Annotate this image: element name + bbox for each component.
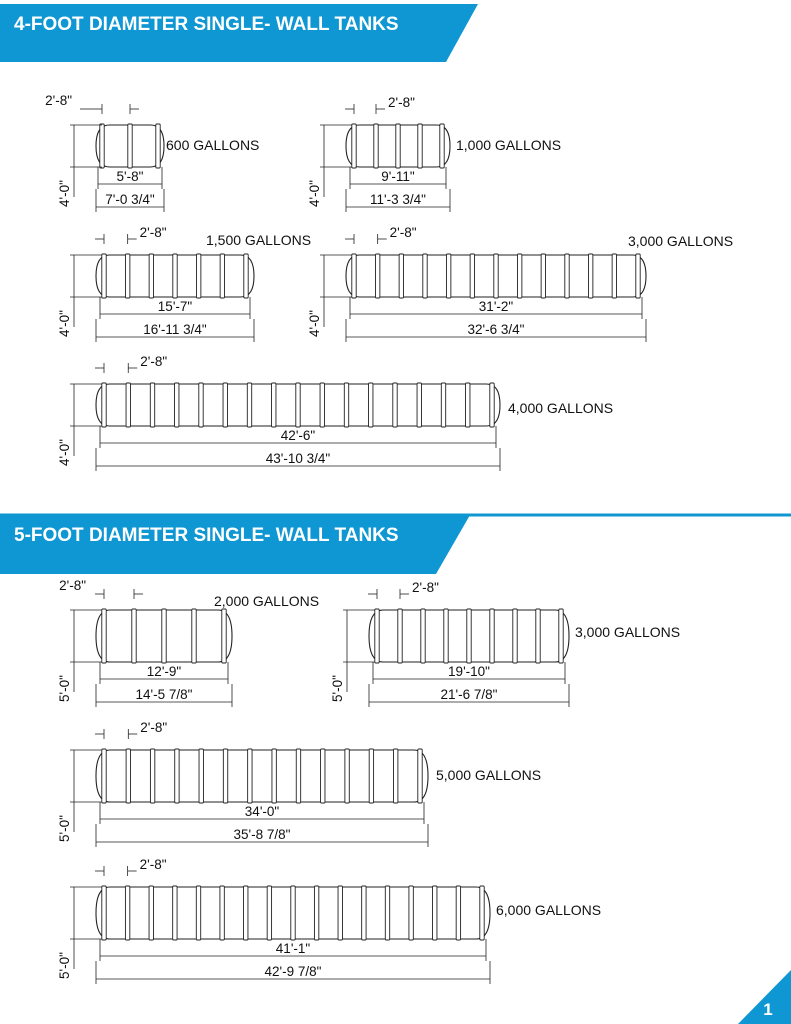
diameter-label: 4'-0" (307, 310, 322, 337)
tank-rib (369, 749, 373, 803)
rib-spacing-label: 2'-8" (412, 580, 439, 595)
tank-rib (480, 886, 484, 940)
tank-rib (517, 254, 521, 298)
capacity-label: 3,000 GALLONS (575, 624, 681, 640)
tank-rib (393, 383, 397, 427)
tank-rib (399, 254, 403, 298)
tank-rib (291, 886, 295, 940)
tank-1-000-gallons (307, 95, 561, 212)
tank-rib (541, 254, 545, 298)
overall-length-label: 14'-5 7/8" (135, 687, 193, 702)
tank-rib (102, 749, 106, 803)
tank-body (96, 750, 428, 802)
rib-span-label: 34'-0" (244, 804, 280, 819)
capacity-label: 2,000 GALLONS (214, 593, 320, 609)
tank-rib (102, 254, 106, 298)
tank-rib (494, 254, 498, 298)
tank-rib (612, 254, 616, 298)
overall-length-label: 16'-11 3/4" (143, 322, 207, 337)
section-banner-5ft (0, 515, 791, 574)
tank-rib (375, 254, 379, 298)
tank-rib (128, 124, 132, 168)
tank-rib (125, 886, 129, 940)
tank-rib (126, 749, 130, 803)
tank-rib (536, 609, 540, 663)
rib-span-label: 9'-11" (381, 169, 415, 184)
tank-rib (362, 886, 366, 940)
tank-rib (222, 609, 226, 663)
tank-rib (100, 124, 104, 168)
tank-rib (396, 124, 400, 168)
tank-rib (267, 886, 271, 940)
tank-rib (375, 609, 379, 663)
tank-rib (247, 383, 251, 427)
tank-rib (490, 383, 494, 427)
section-title: 5-FOOT DIAMETER SINGLE- WALL TANKS (14, 525, 399, 546)
tank-rib (321, 749, 325, 803)
tank-rib (467, 609, 471, 663)
tank-rib (320, 383, 324, 427)
section-title: 4-FOOT DIAMETER SINGLE- WALL TANKS (14, 14, 399, 35)
tank-rib (393, 749, 397, 803)
tank-rib (418, 124, 422, 168)
tank-rib (409, 886, 413, 940)
tank-rib (125, 254, 129, 298)
tank-rib (433, 886, 437, 940)
tank-rib (636, 254, 640, 298)
tank-rib (196, 254, 200, 298)
capacity-label: 3,000 GALLONS (628, 233, 734, 249)
tank-rib (440, 124, 444, 168)
tank-rib (126, 383, 130, 427)
capacity-label: 1,500 GALLONS (206, 232, 312, 248)
page-number: 1 (763, 1000, 773, 1019)
rib-span-label: 5'-8" (116, 169, 144, 184)
overall-length-label: 21'-6 7/8" (440, 687, 498, 702)
rib-spacing-label: 2'-8" (139, 857, 167, 872)
rib-spacing-label: 2'-8" (389, 225, 417, 240)
tank-rib (421, 609, 425, 663)
tank-rib (466, 383, 470, 427)
tank-rib (369, 383, 373, 427)
tank-rib (150, 383, 154, 427)
tank-rib (374, 124, 378, 168)
diameter-label: 5'-0" (57, 815, 72, 842)
tank-rib (220, 254, 224, 298)
tank-rib (196, 886, 200, 940)
overall-length-label: 7'-0 3/4" (105, 192, 155, 207)
tank-1-500-gallons (57, 225, 311, 342)
tank-rib (248, 749, 252, 803)
tank-rib (446, 254, 450, 298)
tank-rib (423, 254, 427, 298)
capacity-label: 1,000 GALLONS (456, 137, 562, 153)
tank-rib (345, 749, 349, 803)
tank-rib (175, 749, 179, 803)
tank-rib (444, 609, 448, 663)
rib-span-label: 15'-7" (157, 299, 193, 314)
tank-rib (149, 886, 153, 940)
tank-rib (338, 886, 342, 940)
tank-rib (102, 383, 106, 427)
tank-4-000-gallons (57, 354, 613, 471)
rib-span-label: 42'-6" (280, 428, 316, 443)
tank-rib (223, 383, 227, 427)
tank-2-000-gallons (57, 578, 319, 707)
tank-rib (173, 254, 177, 298)
tank-rib (398, 609, 402, 663)
tank-rib (565, 254, 569, 298)
tank-rib (385, 886, 389, 940)
rib-span-label: 41'-1" (275, 941, 311, 956)
rib-span-label: 19'-10" (448, 664, 490, 679)
diameter-label: 4'-0" (57, 180, 72, 207)
diameter-label: 5'-0" (57, 952, 72, 979)
tank-6-000-gallons (57, 857, 601, 984)
rib-span-label: 31'-2" (478, 299, 514, 314)
overall-length-label: 32'-6 3/4" (467, 322, 525, 337)
tank-rib (244, 886, 248, 940)
overall-length-label: 43'-10 3/4" (265, 451, 331, 466)
tank-rib (150, 749, 154, 803)
rib-span-label: 12'-9" (146, 664, 182, 679)
rib-spacing-label: 2'-8" (139, 225, 167, 240)
tank-rib (296, 383, 300, 427)
section-banner-4ft (0, 4, 478, 62)
tank-5-000-gallons (57, 720, 541, 847)
overall-length-label: 35'-8 7/8" (233, 827, 291, 842)
capacity-label: 6,000 GALLONS (496, 902, 602, 918)
diameter-label: 5'-0" (330, 675, 345, 702)
tank-rib (417, 383, 421, 427)
tank-rib (314, 886, 318, 940)
tank-rib (272, 749, 276, 803)
tank-rib (244, 254, 248, 298)
tank-rib (162, 609, 166, 663)
tank-rib (192, 609, 196, 663)
rib-spacing-label: 2'-8" (140, 720, 168, 735)
tank-rib (352, 254, 356, 298)
tank-rib (199, 383, 203, 427)
tank-rib (199, 749, 203, 803)
tank-rib (441, 383, 445, 427)
tank-rib (559, 609, 563, 663)
tank-rib (513, 609, 517, 663)
capacity-label: 5,000 GALLONS (436, 767, 542, 783)
tank-rib (156, 124, 160, 168)
tank-rib (352, 124, 356, 168)
diameter-label: 5'-0" (57, 675, 72, 702)
tank-rib (102, 609, 106, 663)
diameter-label: 4'-0" (57, 310, 72, 337)
capacity-label: 4,000 GALLONS (508, 400, 614, 416)
tank-rib (102, 886, 106, 940)
tank-rib (490, 609, 494, 663)
tank-3-000-gallons (330, 580, 680, 707)
overall-length-label: 42'-9 7/8" (264, 964, 322, 979)
tank-rib (223, 749, 227, 803)
rib-spacing-label: 2'-8" (140, 354, 168, 369)
tank-rib (344, 383, 348, 427)
rib-spacing-label: 2'-8" (388, 95, 415, 110)
diameter-label: 4'-0" (57, 439, 72, 466)
tank-rib (588, 254, 592, 298)
tank-rib (296, 749, 300, 803)
diameter-label: 4'-0" (307, 180, 322, 207)
capacity-label: 600 GALLONS (166, 137, 260, 153)
tank-rib (220, 886, 224, 940)
tank-600-gallons (45, 93, 259, 212)
rib-spacing-label: 2'-8" (59, 578, 86, 593)
tank-rib (132, 609, 136, 663)
tank-rib (175, 383, 179, 427)
page-number-tab (738, 970, 791, 1024)
tank-rib (456, 886, 460, 940)
tank-3-000-gallons (307, 225, 733, 342)
tank-rib (470, 254, 474, 298)
tank-rib (173, 886, 177, 940)
rib-spacing-label: 2'-8" (45, 93, 72, 108)
tank-rib (272, 383, 276, 427)
tank-rib (149, 254, 153, 298)
overall-length-label: 11'-3 3/4" (370, 192, 426, 207)
tank-rib (418, 749, 422, 803)
